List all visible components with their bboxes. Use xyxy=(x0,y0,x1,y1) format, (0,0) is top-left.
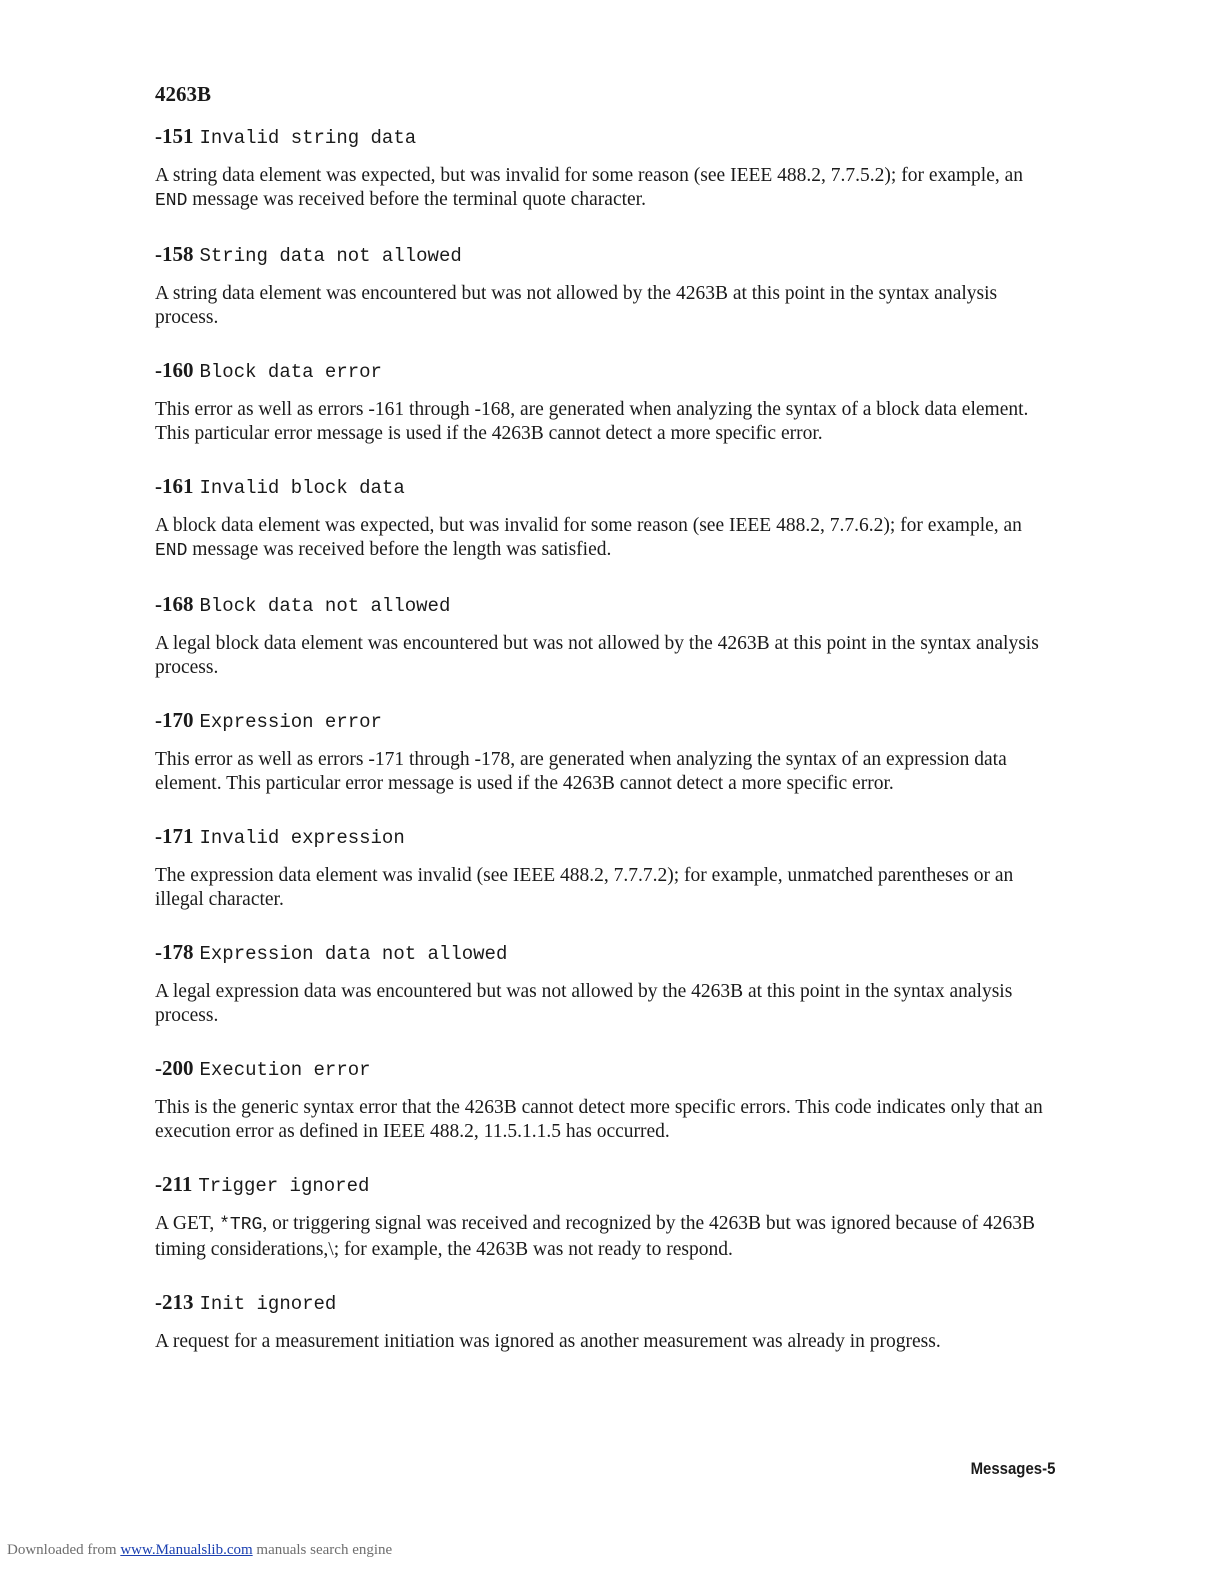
error-title: Expression error xyxy=(199,711,382,733)
error-entry xyxy=(155,1290,1055,1354)
error-code: -168 xyxy=(155,592,194,616)
error-code: -200 xyxy=(155,1056,194,1080)
manualslib-link[interactable]: www.Manualslib.com xyxy=(120,1542,253,1558)
error-title: Expression data not allowed xyxy=(199,943,508,965)
error-description: A request for a measurement initiation was ignored as another measurement was already in progress. xyxy=(155,1331,941,1352)
error-code: -211 xyxy=(155,1172,193,1196)
error-entry xyxy=(155,708,1055,795)
page-number: Messages-5 xyxy=(970,1459,1055,1478)
error-entry xyxy=(155,474,1055,563)
error-description: A block data element was expected, but was invalid for some reason (see IEEE 488.2, 7.7.6.2); for example, an END message was received before the length was satisfied. xyxy=(155,515,1022,561)
error-code: -160 xyxy=(155,358,194,382)
error-code: -171 xyxy=(155,824,194,848)
error-entry xyxy=(155,124,1055,213)
error-code: -170 xyxy=(155,708,194,732)
error-entry xyxy=(155,824,1055,911)
error-title: Invalid expression xyxy=(199,827,405,849)
error-description: A legal expression data was encountered but was not allowed by the 4263B at this point in the syntax analysis process. xyxy=(155,981,1013,1026)
error-title: String data not allowed xyxy=(199,245,462,267)
error-code: -158 xyxy=(155,242,194,266)
error-code: -151 xyxy=(155,124,194,148)
error-title: Init ignored xyxy=(199,1293,337,1315)
inline-code: END xyxy=(155,190,188,211)
error-description: This error as well as errors -171 through -178, are generated when analyzing the syntax of an expression data element. This particular error message is used if the 4263B cannot detect a more specific error. xyxy=(155,749,1007,794)
error-description: A string data element was encountered but was not allowed by the 4263B at this point in the syntax analysis process. xyxy=(155,283,998,328)
error-code: -161 xyxy=(155,474,194,498)
error-description: A string data element was expected, but was invalid for some reason (see IEEE 488.2, 7.7.5.2); for example, an END message was received before the terminal quote character. xyxy=(155,165,1024,211)
inline-code: END xyxy=(155,540,188,561)
error-description: A GET, *TRG, or triggering signal was received and recognized by the 4263B but was ignored because of 4263B timing considerations,\; for example, the 4263B was not ready to respond. xyxy=(155,1213,1036,1260)
error-description: This is the generic syntax error that the 4263B cannot detect more specific errors. This code indicates only that an execution error as defined in IEEE 488.2, 11.5.1.1.5 has occurred. xyxy=(155,1097,1043,1142)
error-entry xyxy=(155,940,1055,1027)
error-title: Trigger ignored xyxy=(198,1175,370,1197)
error-title: Block data not allowed xyxy=(199,595,451,617)
error-title: Invalid string data xyxy=(199,127,417,149)
page-header: 4263B xyxy=(155,82,212,106)
error-title: Block data error xyxy=(199,361,382,383)
error-description: A legal block data element was encountered but was not allowed by the 4263B at this point in the syntax analysis process. xyxy=(155,633,1039,678)
error-entry xyxy=(155,592,1055,679)
error-message-list xyxy=(155,124,1055,1383)
error-entry xyxy=(155,1056,1055,1143)
error-code: -213 xyxy=(155,1290,194,1314)
error-title: Execution error xyxy=(199,1059,371,1081)
error-entry xyxy=(155,358,1055,445)
error-entry xyxy=(155,1172,1055,1261)
error-description: This error as well as errors -161 through -168, are generated when analyzing the syntax of a block data element. This particular error message is used if the 4263B cannot detect a more specific error. xyxy=(155,399,1029,444)
error-title: Invalid block data xyxy=(199,477,405,499)
error-code: -178 xyxy=(155,940,194,964)
download-footer: Downloaded from www.Manualslib.com manuals search engine xyxy=(7,1542,393,1558)
error-entry xyxy=(155,242,1055,329)
inline-code: *TRG xyxy=(219,1215,263,1235)
error-description: The expression data element was invalid (see IEEE 488.2, 7.7.7.2); for example, unmatched parentheses or an illegal character. xyxy=(155,865,1014,910)
